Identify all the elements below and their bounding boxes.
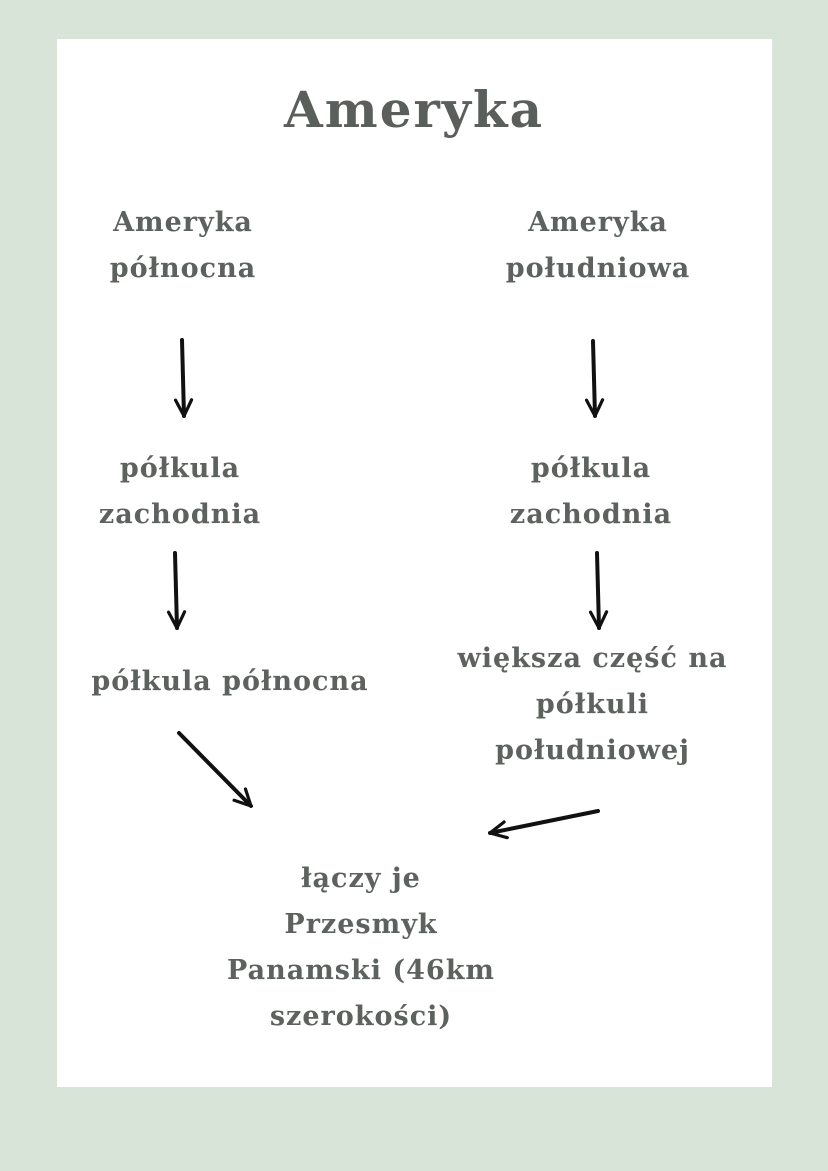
node-line: zachodnia — [98, 499, 262, 530]
node-line: południowej — [495, 735, 690, 766]
node-line: zachodnia — [509, 499, 673, 530]
node-connection — [211, 856, 511, 1040]
node-line: półkuli — [535, 689, 650, 720]
node-line: Przesmyk — [284, 909, 438, 940]
node-line: Ameryka — [113, 207, 253, 238]
node-line: półkula północna — [91, 666, 369, 697]
node-line: półkula — [530, 453, 652, 484]
node-north-western-hemisphere — [70, 446, 290, 538]
node-line: szerokości) — [269, 1001, 453, 1032]
node-line: Panamski (46km — [227, 955, 495, 986]
node-north-america — [83, 200, 283, 292]
diagram-title: Ameryka — [284, 80, 544, 139]
node-line: półkula — [119, 453, 241, 484]
node-line: łączy je — [301, 863, 421, 894]
node-line: większa część na — [457, 643, 728, 674]
node-line: północna — [109, 253, 257, 284]
node-south-america — [483, 200, 713, 292]
node-north-northern-hemisphere — [75, 659, 385, 705]
node-line: Ameryka — [528, 207, 668, 238]
node-south-western-hemisphere — [481, 446, 701, 538]
node-south-southern-hemisphere — [440, 636, 745, 774]
node-line: południowa — [505, 253, 691, 284]
